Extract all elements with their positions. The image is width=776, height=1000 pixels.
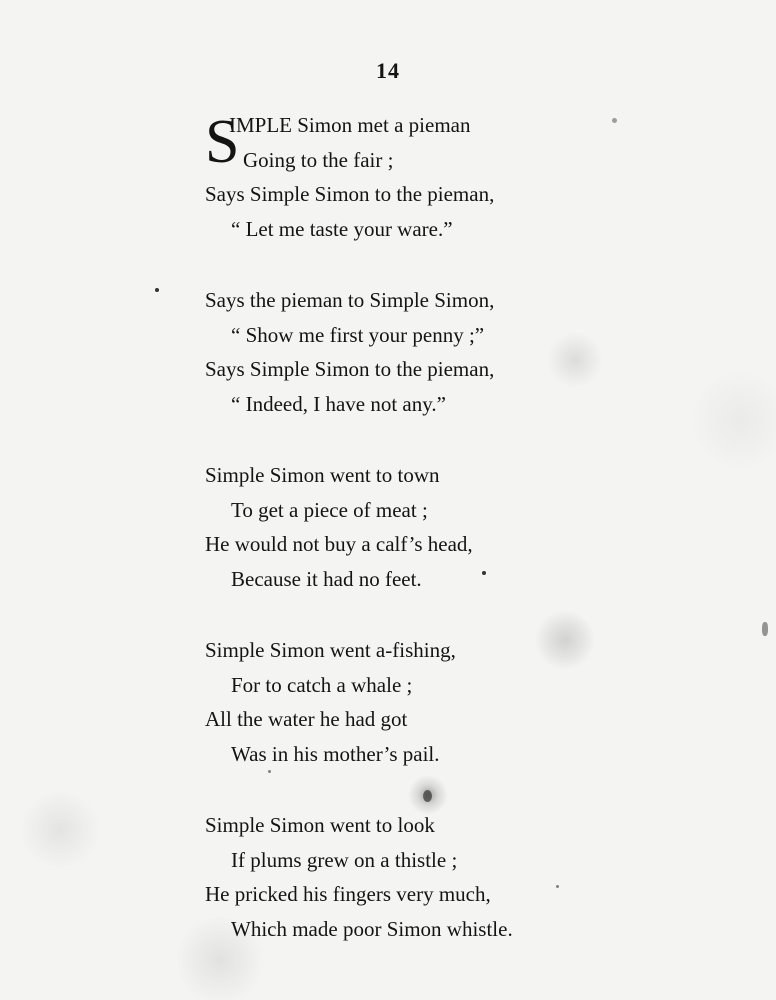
ink-speck	[155, 288, 159, 292]
poem-line: “ Show me first your penny ;”	[231, 322, 485, 347]
poem-line: Going to the fair ;	[243, 147, 394, 172]
stanza-divider	[205, 771, 605, 808]
stanza-5	[205, 808, 605, 946]
poem-line: Simple Simon went a-fishing,	[205, 638, 456, 662]
poem-line: He would not buy a calf’s head,	[205, 532, 473, 556]
stanza-3	[205, 458, 605, 596]
poem-line: Was in his mother’s pail.	[231, 741, 440, 766]
poem-line: Because it had no feet.	[231, 566, 422, 591]
ink-speck	[268, 770, 271, 773]
drop-cap: S	[205, 108, 240, 176]
ink-speck	[482, 571, 486, 575]
stanza-2	[205, 283, 605, 421]
ink-speck	[423, 790, 432, 802]
ink-speck	[556, 885, 559, 888]
poem-line: To get a piece of meat ;	[231, 497, 428, 522]
poem-line: IMPLE Simon met a pieman	[229, 113, 471, 137]
stanza-4	[205, 633, 605, 771]
stanza-1	[205, 108, 605, 246]
stanza-divider	[205, 421, 605, 458]
poem-line: Says the pieman to Simple Simon,	[205, 288, 495, 312]
poem-line: For to catch a whale ;	[231, 672, 413, 697]
page-number: 14	[376, 58, 400, 83]
poem-line: Simple Simon went to look	[205, 813, 435, 837]
poem-line: Which made poor Simon whistle.	[231, 916, 513, 941]
ink-speck	[762, 622, 768, 636]
poem-line: “ Let me taste your ware.”	[231, 216, 453, 241]
stanza-divider	[205, 246, 605, 283]
poem-line: Simple Simon went to town	[205, 463, 440, 487]
stanza-divider	[205, 596, 605, 633]
poem-line: “ Indeed, I have not any.”	[231, 391, 446, 416]
poem-line: All the water he had got	[205, 707, 408, 731]
poem-line: He pricked his fingers very much,	[205, 882, 491, 906]
poem-line: Says Simple Simon to the pieman,	[205, 182, 495, 206]
poem-line: Says Simple Simon to the pieman,	[205, 357, 495, 381]
poem	[205, 108, 605, 946]
poem-line: If plums grew on a thistle ;	[231, 847, 458, 872]
ink-speck	[612, 118, 617, 123]
